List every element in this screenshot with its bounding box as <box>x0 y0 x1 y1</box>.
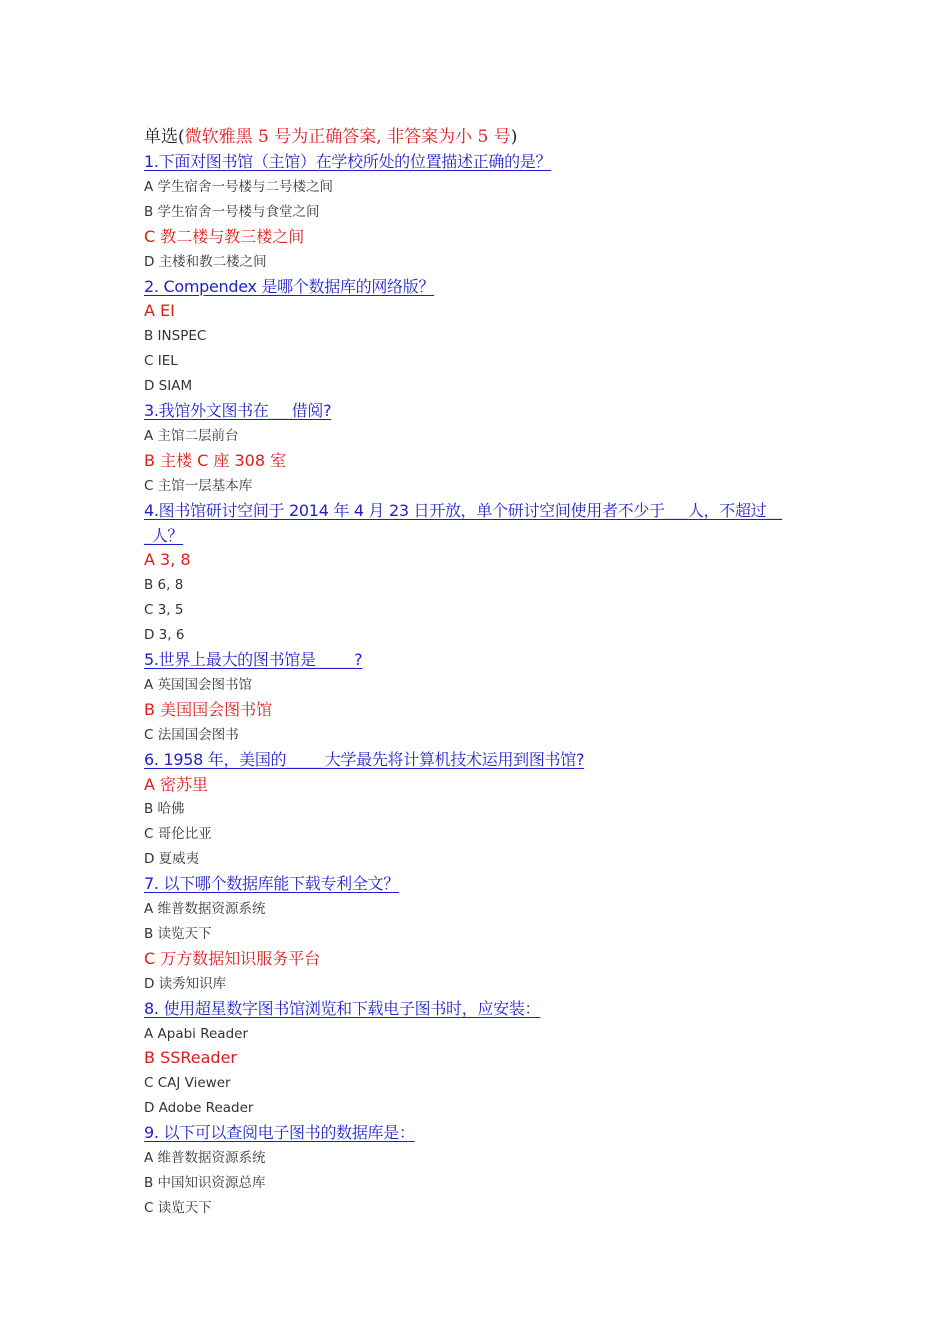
answer-option: B 哈佛 <box>144 801 185 818</box>
answer-option: A Apabi Reader <box>144 1025 248 1042</box>
answer-option: B 6, 8 <box>144 577 184 594</box>
answer-option: B 学生宿舍一号楼与食堂之间 <box>144 203 320 220</box>
correct-answer: A 密苏里 <box>144 774 209 794</box>
answer-option: C IEL <box>144 353 178 370</box>
correct-answer: B 美国国会图书馆 <box>144 699 273 719</box>
question-title: 1.下面对图书馆（主馆）在学校所处的位置描述正确的是？ <box>144 152 552 171</box>
answer-option: C 法国国会图书 <box>144 726 239 743</box>
question-title: 3.我馆外文图书在___借阅? <box>144 401 332 420</box>
question-title-continued: _人？ <box>144 525 184 545</box>
answer-option: D 读秀知识库 <box>144 975 227 992</box>
correct-answer: A 3, 8 <box>144 550 191 570</box>
answer-option: B 读览天下 <box>144 925 212 942</box>
correct-answer: A EI <box>144 301 175 321</box>
question-title: 6. 1958 年，美国的_____大学最先将计算机技术运用到图书馆? <box>144 749 585 769</box>
answer-option: C 读览天下 <box>144 1199 212 1216</box>
answer-option: A 英国国会图书馆 <box>144 676 253 693</box>
answer-option: D 夏威夷 <box>144 851 200 868</box>
correct-answer: B SSReader <box>144 1048 237 1068</box>
question-title: 2. Compendex 是哪个数据库的网络版？ <box>144 276 435 296</box>
answer-option: C 主馆一层基本库 <box>144 477 253 494</box>
question-title: 4.图书馆研讨空间于 2014 年 4 月 23 日开放，单个研讨空间使用者不少于___人，不超过__ <box>144 500 782 520</box>
heading-suffix: ) <box>510 127 518 147</box>
answer-option: C 3, 5 <box>144 602 184 619</box>
heading-prefix: 单选( <box>144 127 185 147</box>
correct-answer: B 主楼 C 座 308 室 <box>144 450 287 470</box>
answer-option: A 维普数据资源系统 <box>144 901 266 917</box>
answer-option: A 学生宿舍一号楼与二号楼之间 <box>144 178 334 195</box>
question-title: 9. 以下可以查阅电子图书的数据库是： <box>144 1123 415 1143</box>
answer-option: D Adobe Reader <box>144 1100 254 1117</box>
heading-note: 微软雅黑 5 号为正确答案, 非答案为小 5 号 <box>184 127 511 147</box>
answer-option: B 中国知识资源总库 <box>144 1174 266 1191</box>
answer-option: D 3, 6 <box>144 627 185 644</box>
answer-option: B INSPEC <box>144 328 207 345</box>
section-heading <box>144 125 517 149</box>
question-title: 8. 使用超星数字图书馆浏览和下载电子图书时，应安装： <box>144 998 541 1018</box>
answer-option: C CAJ Viewer <box>144 1075 231 1092</box>
answer-option: D SIAM <box>144 378 193 395</box>
question-title: 7. 以下哪个数据库能下载专利全文？ <box>144 874 399 894</box>
question-title: 5.世界上最大的图书馆是_____? <box>144 650 363 669</box>
answer-option: A 维普数据资源系统 <box>144 1150 266 1166</box>
correct-answer: C 万方数据知识服务平台 <box>144 948 321 968</box>
answer-option: C 哥伦比亚 <box>144 826 212 843</box>
answer-option: A 主馆二层前台 <box>144 427 239 444</box>
correct-answer: C 教二楼与教三楼之间 <box>144 226 305 246</box>
answer-option: D 主楼和教二楼之间 <box>144 253 267 270</box>
